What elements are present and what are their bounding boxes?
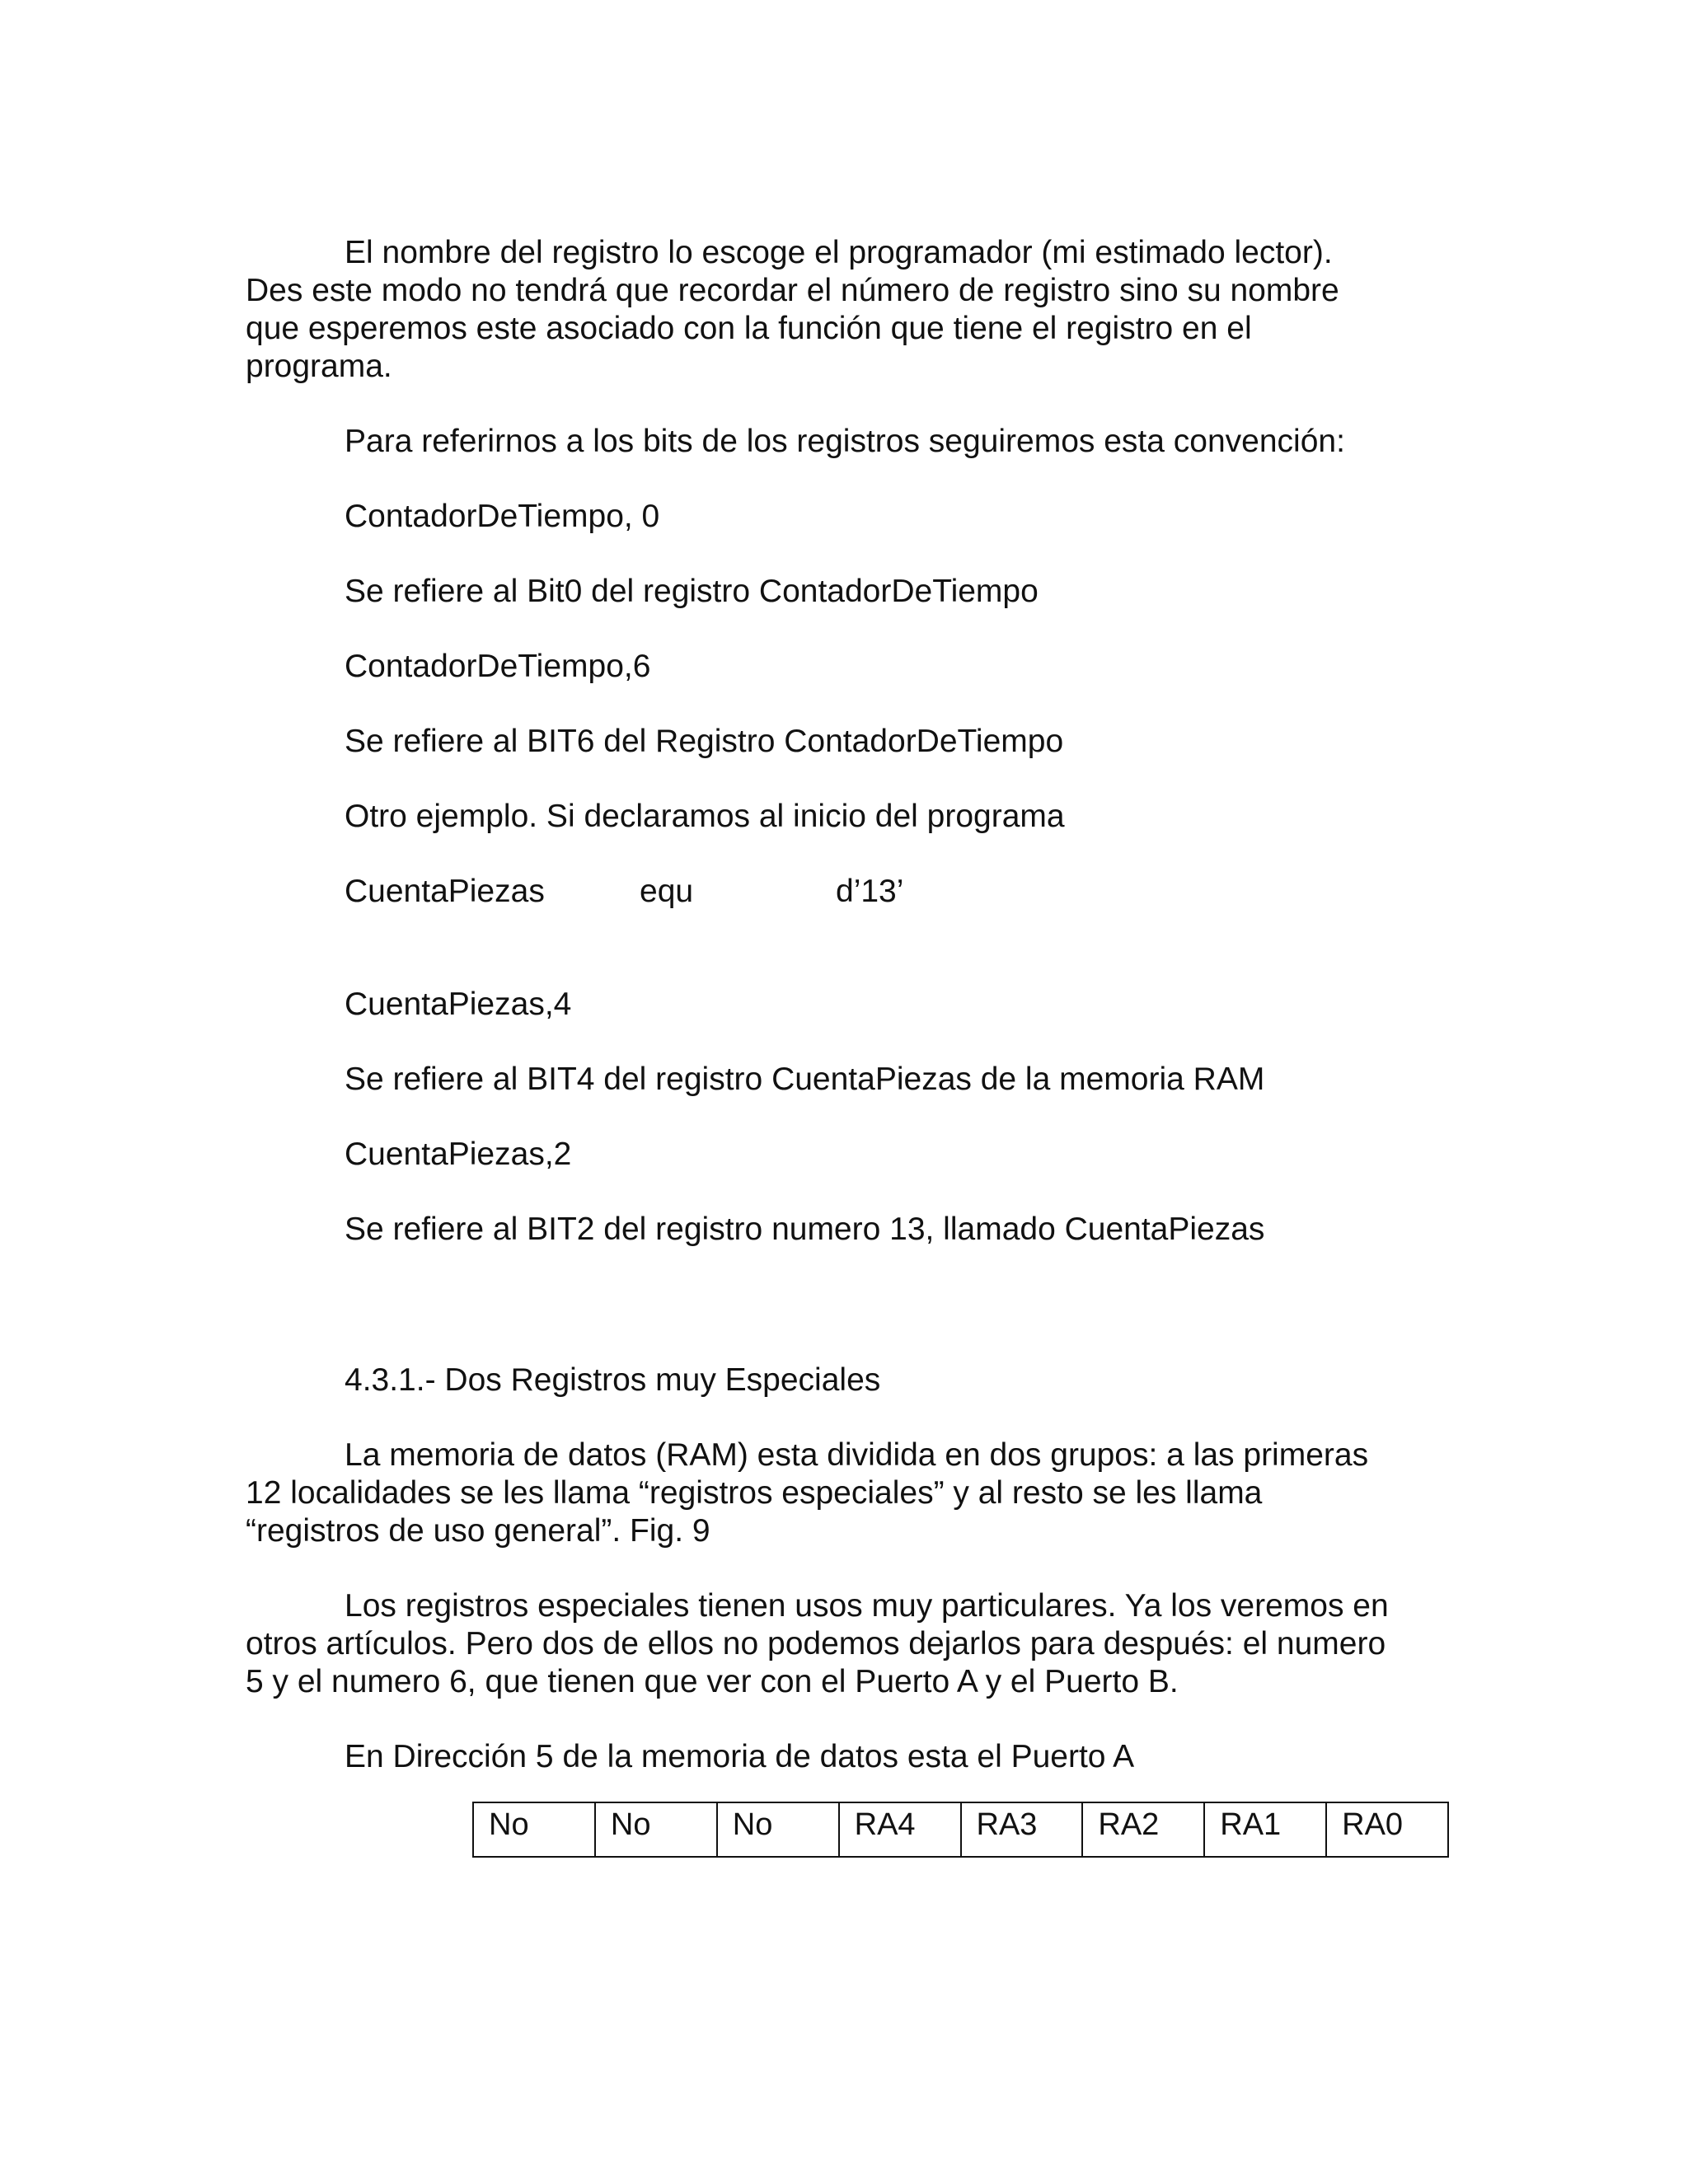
example-3-code: CuentaPiezas,4 — [345, 987, 572, 1022]
paragraph-1-line-4: programa. — [246, 349, 392, 384]
equ-directive: equ — [640, 874, 694, 909]
port-a-register-table — [472, 1802, 1449, 1858]
register-bit-5: No — [717, 1802, 839, 1857]
register-bit-3: RA3 — [961, 1802, 1083, 1857]
paragraph-4-line-2: 12 localidades se les llama “registros especiales” y al resto se les llama — [246, 1475, 1263, 1511]
table-row — [473, 1802, 1448, 1857]
example-4-description: Se refiere al BIT2 del registro numero 13, llamado CuentaPiezas — [345, 1212, 1265, 1247]
equ-name: CuentaPiezas — [345, 874, 545, 909]
example-3-description: Se refiere al BIT4 del registro CuentaPiezas de la memoria RAM — [345, 1062, 1265, 1097]
paragraph-4-line-1: La memoria de datos (RAM) esta dividida en dos grupos: a las primeras — [345, 1437, 1369, 1473]
paragraph-5-line-1: Los registros especiales tienen usos muy particulares. Ya los veremos en — [345, 1588, 1389, 1624]
equ-value: d’13’ — [836, 874, 904, 909]
convention-intro: Para referirnos a los bits de los registros seguiremos esta convención: — [345, 424, 1345, 459]
paragraph-5-line-2: otros artículos. Pero dos de ellos no podemos dejarlos para después: el numero — [246, 1626, 1386, 1661]
example-2-code: ContadorDeTiempo,6 — [345, 649, 651, 684]
example-1-code: ContadorDeTiempo, 0 — [345, 499, 660, 534]
register-bit-7: No — [473, 1802, 595, 1857]
section-heading: 4.3.1.- Dos Registros muy Especiales — [345, 1362, 881, 1398]
paragraph-5-line-3: 5 y el numero 6, que tienen que ver con el Puerto A y el Puerto B. — [246, 1664, 1179, 1699]
register-bit-4: RA4 — [839, 1802, 961, 1857]
example-4-code: CuentaPiezas,2 — [345, 1137, 572, 1172]
example-2-description: Se refiere al BIT6 del Registro ContadorDeTiempo — [345, 724, 1064, 759]
paragraph-1-line-3: que esperemos este asociado con la función que tiene el registro en el — [246, 311, 1252, 346]
register-bit-6: No — [595, 1802, 717, 1857]
paragraph-1-line-2: Des este modo no tendrá que recordar el número de registro sino su nombre — [246, 273, 1339, 308]
register-bit-2: RA2 — [1082, 1802, 1204, 1857]
another-example-intro: Otro ejemplo. Si declaramos al inicio del programa — [345, 799, 1065, 834]
register-bit-1: RA1 — [1204, 1802, 1326, 1857]
port-a-intro: En Dirección 5 de la memoria de datos esta el Puerto A — [345, 1739, 1135, 1774]
paragraph-4-line-3: “registros de uso general”. Fig. 9 — [246, 1513, 710, 1549]
paragraph-1-line-1: El nombre del registro lo escoge el programador (mi estimado lector). — [345, 235, 1333, 270]
example-1-description: Se refiere al Bit0 del registro ContadorDeTiempo — [345, 574, 1039, 609]
register-bit-0: RA0 — [1326, 1802, 1448, 1857]
